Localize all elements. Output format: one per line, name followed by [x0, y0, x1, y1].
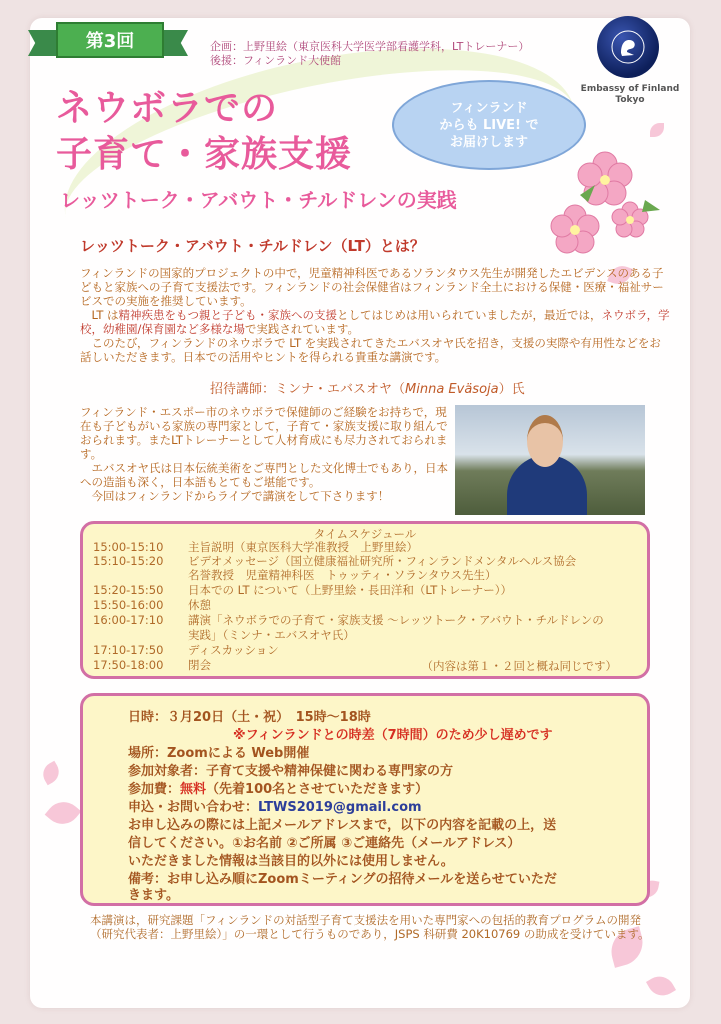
time-difference-note: ※フィンランドとの時差（7時間）のため少し遅めです	[233, 728, 553, 743]
contact-email-link[interactable]: LTWS2019@gmail.com	[258, 800, 422, 815]
schedule-row	[93, 540, 418, 554]
bio-p3: 今回はフィンランドからライブで講演をして下さります！	[91, 489, 390, 503]
event-place: 場所：Zoomによる Web開催	[128, 746, 310, 761]
lecturer-bio	[80, 405, 452, 503]
schedule-row	[93, 568, 496, 582]
cloud-line2a: からも	[439, 117, 483, 133]
photo-person-head	[527, 415, 563, 467]
schedule-time: 15:20-15:50	[93, 583, 164, 597]
schedule-row	[93, 643, 279, 657]
schedule-row	[93, 658, 211, 672]
cherry-blossom-icon	[510, 140, 680, 280]
round-banner	[28, 20, 188, 62]
lt-intro	[80, 266, 670, 364]
schedule-time: 17:10-17:50	[93, 643, 164, 657]
apply-line-3: いただきました情報は当該目的以外には使用しません。	[128, 854, 454, 869]
cloud-line1: フィンランド	[450, 100, 528, 116]
cloud-line3: お届けします	[449, 134, 528, 150]
schedule-item: 日本での LT について（上野里絵・長田洋和（LTトレーナー））	[188, 583, 513, 597]
bio-p2: エバスオヤ氏は日本伝統美術をご専門とした文化博士でもあり，日本への造詣も深く，日本語もとてもご堪能です。	[80, 461, 448, 489]
intro-p2e: で実践されています。	[244, 322, 359, 336]
fee-value: 無料	[180, 782, 207, 797]
organizer-planning: 企画：上野里絵（東京医科大学医学部看護学科，LTトレーナー）	[210, 40, 530, 53]
cloud-line2	[394, 117, 584, 134]
intro-p2c: としてはじめは用いられていましたが，最近では，	[337, 308, 602, 322]
schedule-item: ビデオメッセージ（国立健康福祉研究所・フィンランドメンタルヘルス協会	[188, 554, 577, 568]
schedule-row	[93, 628, 355, 642]
lecturer-suffix: ）氏	[498, 382, 525, 397]
schedule-time: 15:50-16:00	[93, 598, 164, 612]
funding-note: 本講演は，研究課題「フィンランドの対話型子育て支援法を用いた専門家への包括的教育プログラムの開発（研究代表者：上野里絵）」の一環として行うものであり，JSPS 科研費 20K10769 の助成を受けています。	[90, 913, 650, 941]
schedule-item: 講演「ネウボラでの子育て・家族支援 ～レッツトーク・アバウト・チルドレンの	[188, 613, 604, 627]
fee-note: （先着100名とさせていただきます）	[206, 782, 429, 797]
intro-p2a: LT は	[91, 308, 119, 322]
intro-p2-highlight-1: 精神疾患をもつ親と子ども・家族への支援	[118, 308, 338, 322]
event-datetime: 日時：３月20日（土・祝） 15時～18時	[128, 710, 371, 725]
apply-line-2: 信してください。①お名前 ②ご所属 ③ご連絡先（メールアドレス）	[128, 836, 521, 851]
schedule-time: 15:10-15:20	[93, 554, 164, 568]
bio-paragraph-2	[80, 461, 452, 489]
schedule-time: 16:00-17:10	[93, 613, 164, 627]
schedule-time: 15:00-15:10	[93, 540, 164, 554]
remark-line-1: 備考：お申し込み順にZoomミーティングの招待メールを送らせていただ	[128, 872, 557, 887]
schedule-item: 実践」（ミンナ・エバスオヤ氏）	[188, 628, 355, 642]
schedule-item: ディスカッション	[188, 643, 279, 657]
organizer-support: 後援：フィンランド大使館	[210, 54, 342, 67]
embassy-name	[575, 84, 685, 106]
schedule-note: （内容は第１・２回と概ね同じです）	[421, 659, 617, 673]
schedule-row	[93, 583, 512, 597]
event-audience: 参加対象者：子育て支援や精神保健に関わる専門家の方	[128, 764, 454, 779]
schedule-item: 名誉教授 児童精神科医 トゥッティ・ソランタウス先生）	[188, 568, 497, 582]
bio-paragraph-1: フィンランド・エスポー市のネウボラで保健師のご経験をお持ちで，現在も子どもがいる家族の専門家として，子育て・家族支援に取り組んでおられます。またLTトレーナーとして人材育成にも尽力されておられます。	[80, 405, 448, 461]
intro-p3: このたび，フィンランドのネウボラで LT を実践されてきたエバスオヤ氏を招き，支援の実際や有用性などをお話しいただきます。日本での活用やヒントを得られる貴重な講演です。	[80, 336, 661, 364]
page-title	[56, 86, 352, 178]
embassy-emblem	[597, 16, 659, 78]
round-label: 第3回	[56, 22, 164, 58]
intro-paragraph-1: フィンランドの国家的プロジェクトの中で，児童精神科医であるソランタウス先生が開発したエビデンスのある子どもと家族への子育て支援法です。フィンランドの社会保健省はフィンランド全土における保健・医療・福祉サービスでの実施を推奨しています。	[80, 266, 664, 308]
event-fee	[128, 778, 428, 797]
cloud-live: LIVE!	[483, 117, 521, 133]
lecturer-latin-name: Minna Eväsoja	[405, 382, 499, 397]
cloud-line2c: で	[521, 117, 539, 133]
schedule-item: 主旨説明（東京医科大学准教授 上野里絵）	[188, 540, 418, 554]
intro-p2-highlight-2: ネウボラ，学校，幼稚園/保育園など多様な場	[80, 308, 670, 336]
lion-icon	[610, 29, 646, 65]
event-contact	[128, 796, 422, 815]
schedule-item: 閉会	[188, 658, 211, 672]
lecturer-photo	[455, 405, 645, 515]
contact-label: 申込・お問い合わせ：	[128, 800, 259, 815]
schedule-box	[80, 521, 650, 679]
schedule-time: 17:50-18:00	[93, 658, 164, 672]
organizer-info	[210, 40, 529, 68]
title-line1: ネウボラでの	[56, 88, 279, 129]
fee-label: 参加費：	[128, 782, 181, 797]
embassy-line1: Embassy of Finland	[580, 84, 680, 94]
schedule-row	[93, 598, 211, 612]
embassy-line2: Tokyo	[615, 95, 645, 105]
lt-heading: レッツトーク・アバウト・チルドレン（LT）とは？	[80, 237, 425, 255]
apply-line-1: お申し込みの際には上記メールアドレスまで，以下の内容を記載の上，送	[128, 818, 557, 833]
event-info-box	[80, 693, 650, 906]
lecturer-line	[210, 378, 525, 397]
lecturer-prefix: 招待講師：ミンナ・エバスオヤ（	[210, 382, 406, 397]
remark-line-2: きます。	[128, 888, 179, 903]
schedule-title: タイムスケジュール	[313, 527, 417, 541]
schedule-item: 休憩	[188, 598, 211, 612]
intro-paragraph-3	[80, 336, 670, 364]
page-subtitle: レッツトーク・アバウト・チルドレンの実践	[60, 188, 457, 212]
schedule-row	[93, 613, 604, 627]
schedule-row	[93, 554, 576, 568]
bio-paragraph-3	[80, 489, 452, 503]
intro-paragraph-2	[80, 308, 670, 336]
title-line2: 子育て・家族支援	[56, 134, 353, 175]
